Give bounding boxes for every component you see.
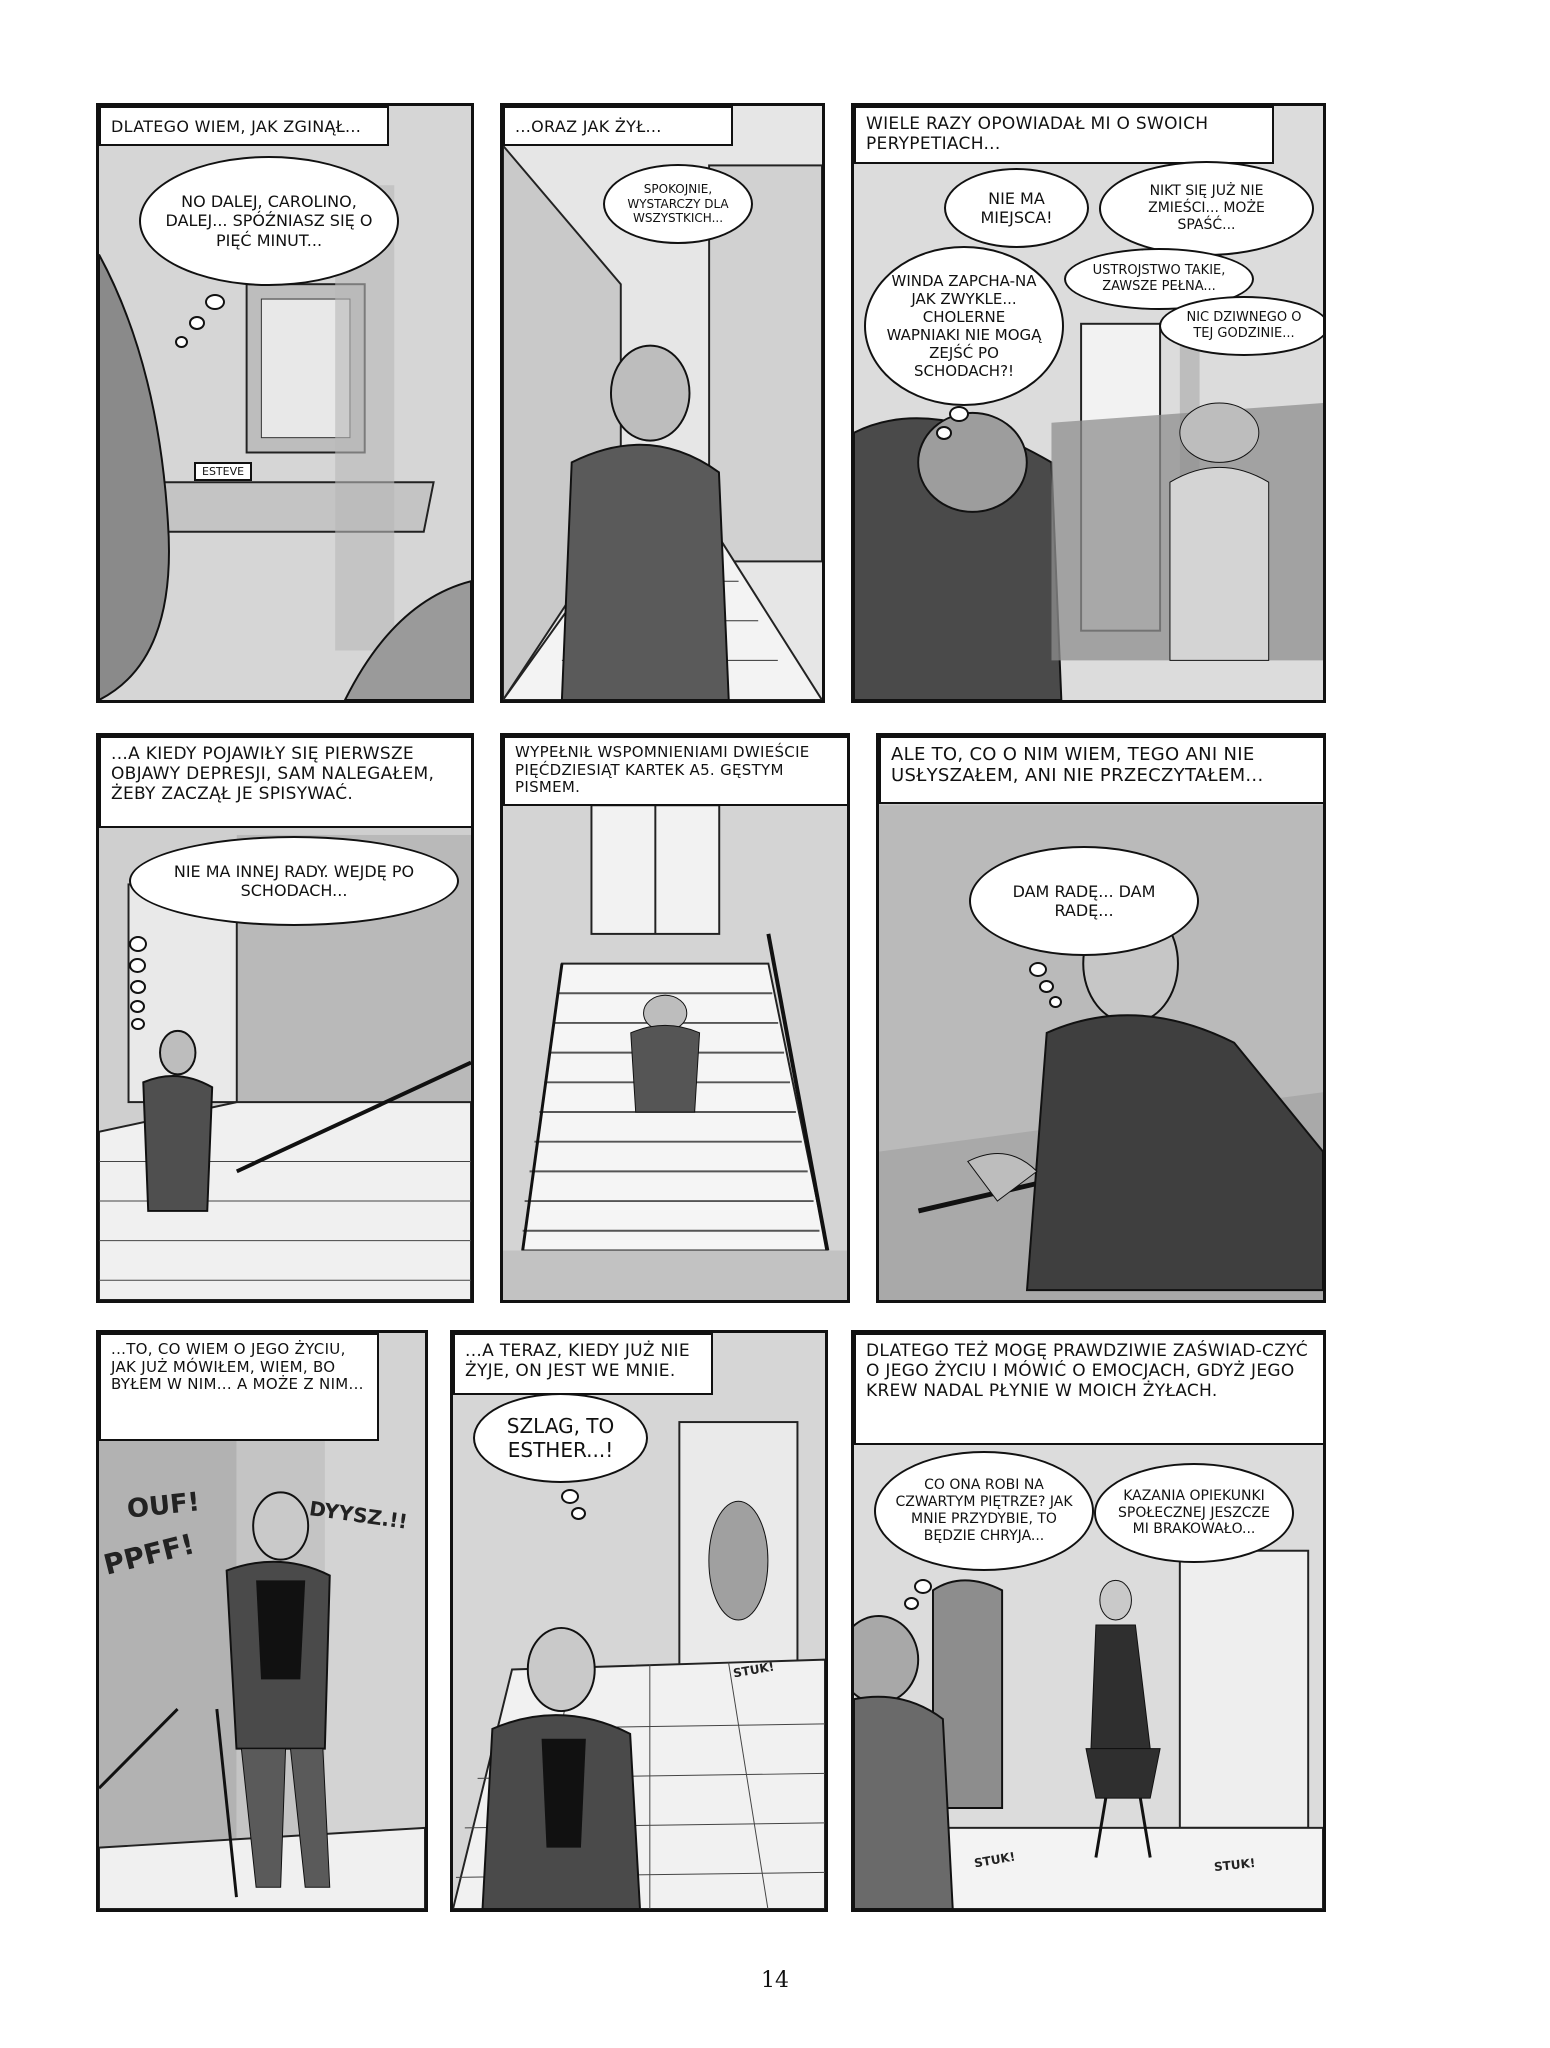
sfx-stuk-1: STUK! <box>973 1849 1017 1871</box>
panel-8-caption: ...A TERAZ, KIEDY JUŻ NIE ŻYJE, ON JEST WE MNIE. <box>453 1333 713 1395</box>
page-number: 14 <box>761 1968 789 1993</box>
panel-5-caption: WYPEŁNIŁ WSPOMNIENIAMI DWIEŚCIE PIĘĆDZIESIĄT KARTEK A5. GĘSTYM PISMEM. <box>503 736 850 806</box>
thought-dot <box>205 294 225 310</box>
panel-8-speech-bubble: SZLAG, TO ESTHER...! <box>473 1393 648 1483</box>
panel-3-speech-bubble-d: USTROJSTWO TAKIE, ZAWSZE PEŁNA... <box>1064 248 1254 310</box>
panel-2-speech-bubble: SPOKOJNIE, WYSTARCZY DLA WSZYSTKICH... <box>603 164 753 244</box>
thought-dot <box>914 1579 932 1594</box>
thought-dot <box>189 316 205 330</box>
thought-dot <box>1029 962 1047 977</box>
panel-6-thought-bubble: DAM RADĘ... DAM RADĘ... <box>969 846 1199 956</box>
panel-6-caption: ALE TO, CO O NIM WIEM, TEGO ANI NIE USŁYSZAŁEM, ANI NIE PRZECZYTAŁEM... <box>879 736 1326 804</box>
thought-dot <box>130 1000 145 1013</box>
thought-dot <box>131 1018 145 1030</box>
esteve-sign: ESTEVE <box>194 462 252 481</box>
panel-3-speech-bubble-a: NIE MA MIEJSCA! <box>944 168 1089 248</box>
panel-2 <box>500 103 825 703</box>
thought-dot <box>130 980 146 994</box>
thought-dot <box>1049 996 1062 1008</box>
thought-dot <box>175 336 188 348</box>
panel-3-thought-bubble-c: WINDA ZAPCHA-NA JAK ZWYKLE... CHOLERNE WAPNIAKI NIE MOGĄ ZEJŚĆ PO SCHODACH?! <box>864 246 1064 406</box>
panel-3-speech-bubble-b: NIKT SIĘ JUŻ NIE ZMIEŚCI... MOŻE SPAŚĆ... <box>1099 161 1314 256</box>
thought-dot <box>571 1507 586 1520</box>
panel-7 <box>96 1330 428 1912</box>
panel-1-caption: DLATEGO WIEM, JAK ZGINĄŁ... <box>99 106 389 146</box>
panel-1 <box>96 103 474 703</box>
panel-5 <box>500 733 850 1303</box>
panel-4 <box>96 733 474 1303</box>
panel-6-art <box>879 736 1323 1300</box>
panel-1-speech-bubble: NO DALEJ, CAROLINO, DALEJ... SPÓŹNIASZ SIĘ O PIĘĆ MINUT... <box>139 156 399 286</box>
thought-dot <box>949 406 969 422</box>
thought-dot <box>129 936 147 952</box>
sfx-dyysz: DYYSZ.!! <box>307 1496 410 1534</box>
thought-dot <box>936 426 952 440</box>
panel-7-caption: ...TO, CO WIEM O JEGO ŻYCIU, JAK JUŻ MÓWIŁEM, WIEM, BO BYŁEM W NIM... A MOŻE Z NIM... <box>99 1333 379 1441</box>
panel-2-caption: ...ORAZ JAK ŻYŁ... <box>503 106 733 146</box>
thought-dot <box>129 958 146 973</box>
panel-9-thought-bubble-b: KAZANIA OPIEKUNKI SPOŁECZNEJ JESZCZE MI BRAKOWAŁO... <box>1094 1463 1294 1563</box>
panel-3-caption: WIELE RAZY OPOWIADAŁ MI O SWOICH PERYPETIACH... <box>854 106 1274 164</box>
sfx-stuk-2: STUK! <box>1213 1855 1256 1875</box>
panel-4-thought-bubble: NIE MA INNEJ RADY. WEJDĘ PO SCHODACH... <box>129 836 459 926</box>
panel-6 <box>876 733 1326 1303</box>
panel-9 <box>851 1330 1326 1912</box>
sfx-ouf: OUF! <box>125 1487 202 1525</box>
panel-8 <box>450 1330 828 1912</box>
panel-9-thought-bubble-a: CO ONA ROBI NA CZWARTYM PIĘTRZE? JAK MNIE PRZYDYBIE, TO BĘDZIE CHRYJA... <box>874 1451 1094 1571</box>
thought-dot <box>561 1489 579 1504</box>
panel-3 <box>851 103 1326 703</box>
panel-4-caption: ...A KIEDY POJAWIŁY SIĘ PIERWSZE OBJAWY DEPRESJI, SAM NALEGAŁEM, ŻEBY ZACZĄŁ JE SPISYWAĆ. <box>99 736 474 828</box>
panel-5-art <box>503 736 847 1300</box>
sfx-ppff: PPFF! <box>100 1527 198 1582</box>
panel-3-speech-bubble-e: NIC DZIWNEGO O TEJ GODZINIE... <box>1159 296 1326 356</box>
thought-dot <box>904 1597 919 1610</box>
sfx-stuk: STUK! <box>732 1659 776 1681</box>
thought-dot <box>1039 980 1054 993</box>
panel-9-caption: DLATEGO TEŻ MOGĘ PRAWDZIWIE ZAŚWIAD-CZYĆ O JEGO ŻYCIU I MÓWIĆ O EMOCJACH, GDYŻ JEGO KREW NADAL PŁYNIE W MOICH ŻYŁACH. <box>854 1333 1326 1445</box>
